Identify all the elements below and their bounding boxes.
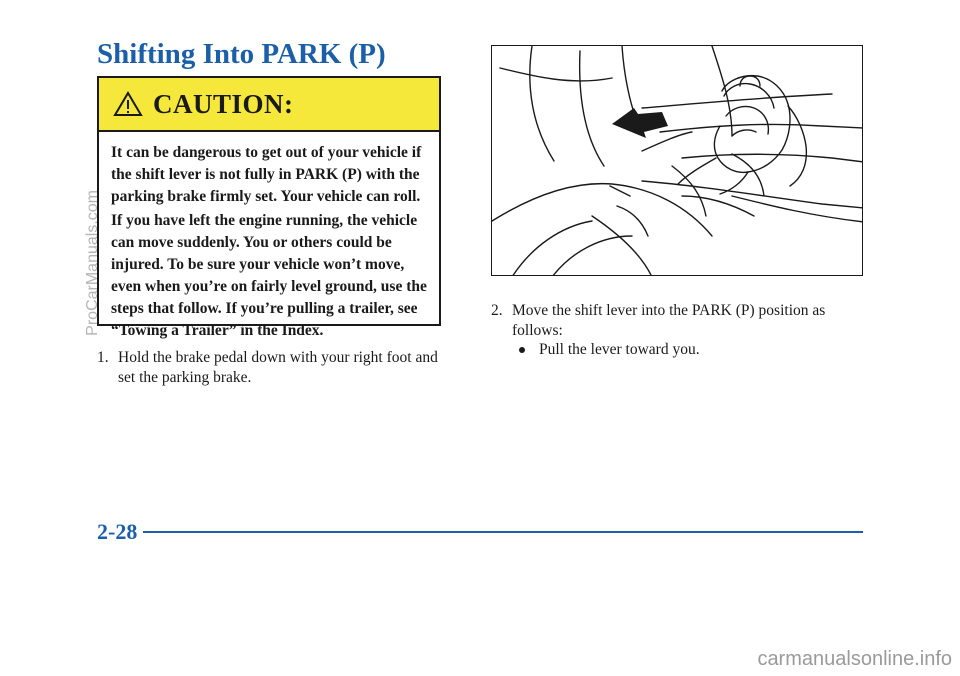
bullet-item (519, 340, 700, 360)
side-watermark-text: ProCarManuals.com (84, 190, 101, 336)
page-footer (97, 518, 863, 546)
caution-body (99, 132, 439, 342)
page-title: Shifting Into PARK (P) (97, 38, 386, 70)
arrow-icon (612, 108, 668, 138)
caution-box (97, 76, 441, 339)
page-number: 2-28 (97, 519, 138, 544)
step-text: Hold the brake pedal down with your right foot and set the parking brake. (118, 349, 438, 386)
caution-paragraph: If you have left the engine running, the vehicle can move suddenly. You or others could be injured. To be sure your vehicle won’t move, even when you’re on fairly level ground, use the steps that follow. If you’re pulling a trailer, see “Towing a Trailer” in the Index. (111, 212, 427, 339)
caution-label: CAUTION: (153, 88, 294, 119)
step-number: 1. (97, 349, 109, 366)
hand-shift-lever-illustration-icon (492, 46, 863, 276)
side-watermark (84, 190, 114, 340)
bullet-dot-icon (519, 347, 525, 353)
step-number: 2. (491, 302, 503, 319)
step-item (491, 301, 841, 341)
caution-paragraph: It can be dangerous to get out of your vehicle if the shift lever is not fully in PARK (P) with the parking brake firmly set. Your vehicle can roll. (111, 144, 422, 205)
step-item (97, 348, 447, 388)
footer-watermark: carmanualsonline.info (757, 648, 952, 670)
warning-triangle-icon (113, 91, 143, 117)
step-text: Move the shift lever into the PARK (P) position as follows: (512, 302, 826, 339)
footer-rule (143, 531, 863, 533)
bullet-text: Pull the lever toward you. (539, 341, 700, 358)
caution-header (99, 78, 439, 132)
shift-lever-illustration (491, 45, 863, 276)
